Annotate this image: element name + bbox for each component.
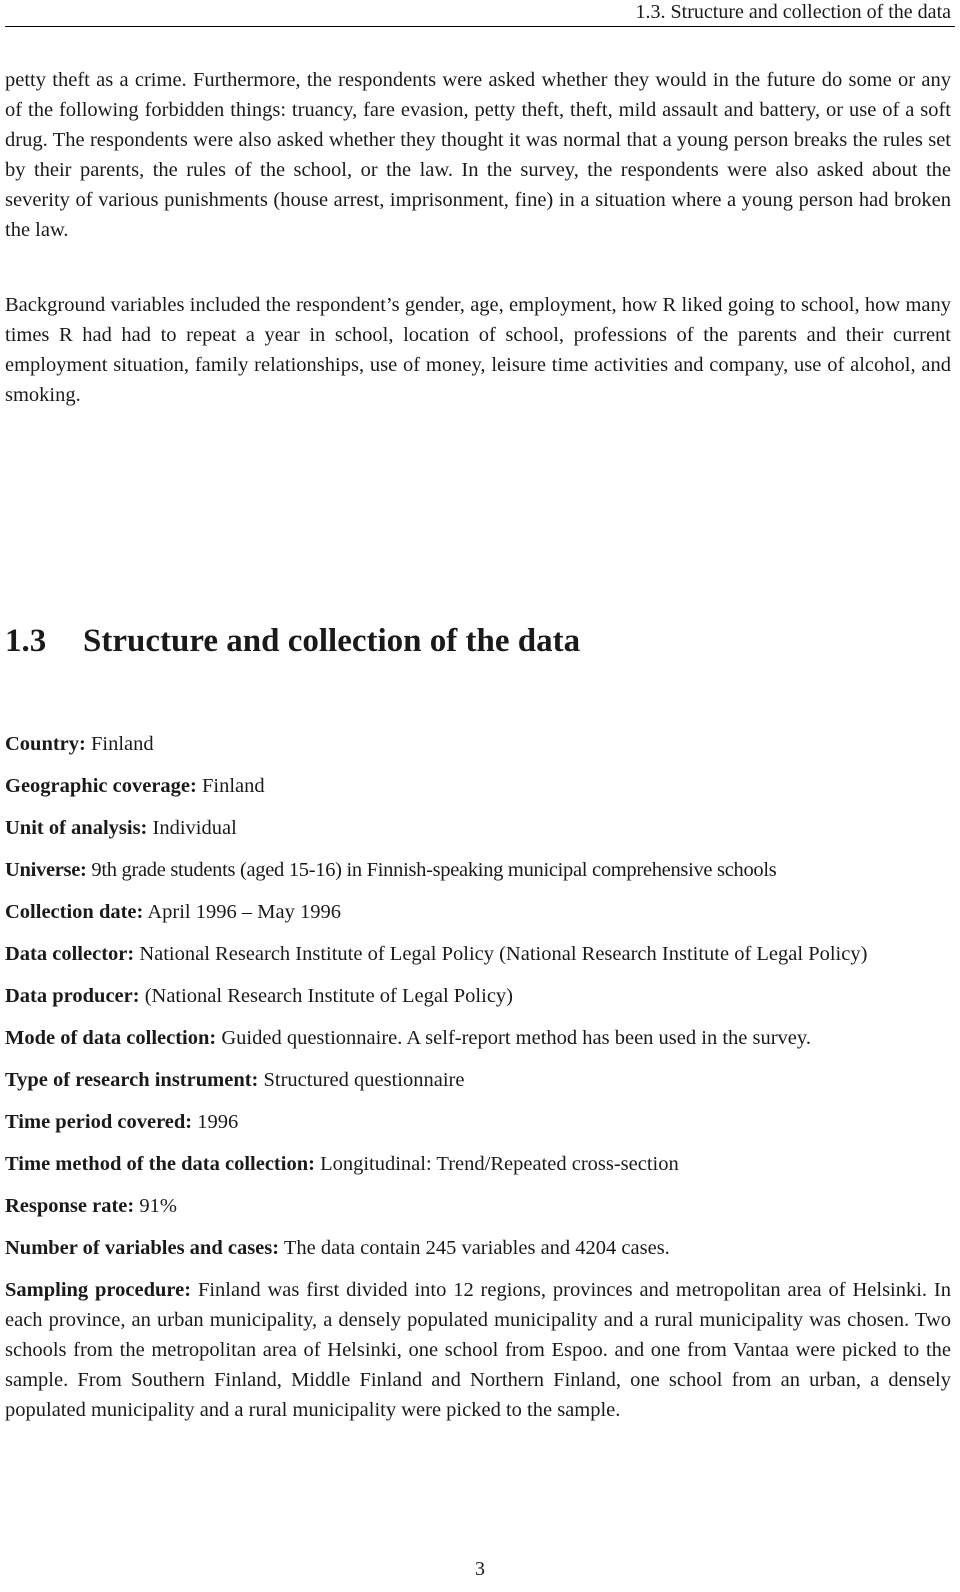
- field-value: Finland: [201, 775, 265, 797]
- field-label: Data collector:: [5, 943, 135, 965]
- field-label: Response rate:: [5, 1195, 135, 1217]
- field-label: Time method of the data collection:: [5, 1153, 315, 1175]
- section-title: Structure and collection of the data: [83, 623, 581, 659]
- running-header: [5, 0, 955, 27]
- field-label: Mode of data collection:: [5, 1027, 217, 1049]
- field-label: Geographic coverage:: [5, 775, 197, 797]
- field-value: Guided questionnaire. A self-report method has been used in the survey.: [221, 1027, 811, 1049]
- field-value: National Research Institute of Legal Policy (National Research Institute of Legal Policy): [139, 943, 868, 965]
- field-value: Structured questionnaire: [263, 1069, 465, 1091]
- field-country: [5, 729, 951, 759]
- field-value: 9th grade students (aged 15-16) in Finnish-speaking municipal comprehensive schools: [91, 859, 777, 881]
- field-label: Unit of analysis:: [5, 817, 148, 839]
- section-number: 1.3: [5, 623, 47, 659]
- field-label: Type of research instrument:: [5, 1069, 259, 1091]
- field-label: Time period covered:: [5, 1111, 193, 1133]
- field-unit-of-analysis: [5, 813, 951, 843]
- field-value: 91%: [139, 1195, 177, 1217]
- field-response-rate: [5, 1191, 951, 1221]
- metadata-field-list: [5, 729, 951, 1437]
- field-value: 1996: [197, 1111, 239, 1133]
- field-number-of-variables-and-cases: [5, 1233, 951, 1263]
- field-mode-of-data-collection: [5, 1023, 951, 1053]
- field-sampling-procedure: [5, 1275, 951, 1425]
- field-time-period-covered: [5, 1107, 951, 1137]
- field-label: Number of variables and cases:: [5, 1237, 280, 1259]
- field-value: Individual: [152, 817, 237, 839]
- field-collection-date: [5, 897, 951, 927]
- section-heading: [5, 618, 580, 664]
- field-universe: [5, 855, 951, 885]
- field-label: Collection date:: [5, 901, 144, 923]
- field-value: April 1996 – May 1996: [147, 901, 341, 923]
- field-time-method: [5, 1149, 951, 1179]
- field-value: (National Research Institute of Legal Policy): [144, 985, 513, 1007]
- field-label: Data producer:: [5, 985, 140, 1007]
- field-value: Longitudinal: Trend/Repeated cross-section: [320, 1153, 679, 1175]
- field-geographic-coverage: [5, 771, 951, 801]
- body-paragraph-1: petty theft as a crime. Furthermore, the respondents were asked whether they would in the future do some or any of the following forbidden things: truancy, fare evasion, petty theft, theft, mild assault and battery, or use of a soft drug. The respondents were also asked whether they thought it was normal that a young person breaks the rules set by their parents, the rules of the school, or the law. In the survey, the respondents were also asked about the severity of various punishments (house arrest, imprisonment, fine) in a situation where a young person had broken the law.: [5, 69, 951, 241]
- field-label: Sampling procedure:: [5, 1279, 192, 1301]
- field-data-producer: [5, 981, 951, 1011]
- page-number: 3: [475, 1558, 485, 1580]
- field-label: Country:: [5, 733, 86, 755]
- document-page: [5, 0, 955, 1592]
- field-value: The data contain 245 variables and 4204 cases.: [283, 1237, 670, 1259]
- field-type-of-research-instrument: [5, 1065, 951, 1095]
- field-value: Finland: [90, 733, 154, 755]
- field-data-collector: [5, 939, 951, 969]
- field-value: Finland was first divided into 12 regions, provinces and metropolitan area of Helsinki. In each province, an urban municipality, a densely populated municipality and a rural municipality was chosen. Two schools from the metropolitan area of Helsinki, one school from Espoo. and one from Vantaa were picked to the sample. From Southern Finland, Middle Finland and Northern Finland, one school from an urban, a densely populated municipality and a rural municipality were picked to the sample.: [5, 1279, 951, 1421]
- running-header-title: 1.3. Structure and collection of the data: [635, 1, 951, 23]
- body-paragraph-2: Background variables included the respondent’s gender, age, employment, how R liked going to school, how many times R had had to repeat a year in school, location of school, professions of the parents and their current employment situation, family relationships, use of money, leisure time activities and company, use of alcohol, and smoking.: [5, 294, 951, 406]
- field-label: Universe:: [5, 859, 87, 881]
